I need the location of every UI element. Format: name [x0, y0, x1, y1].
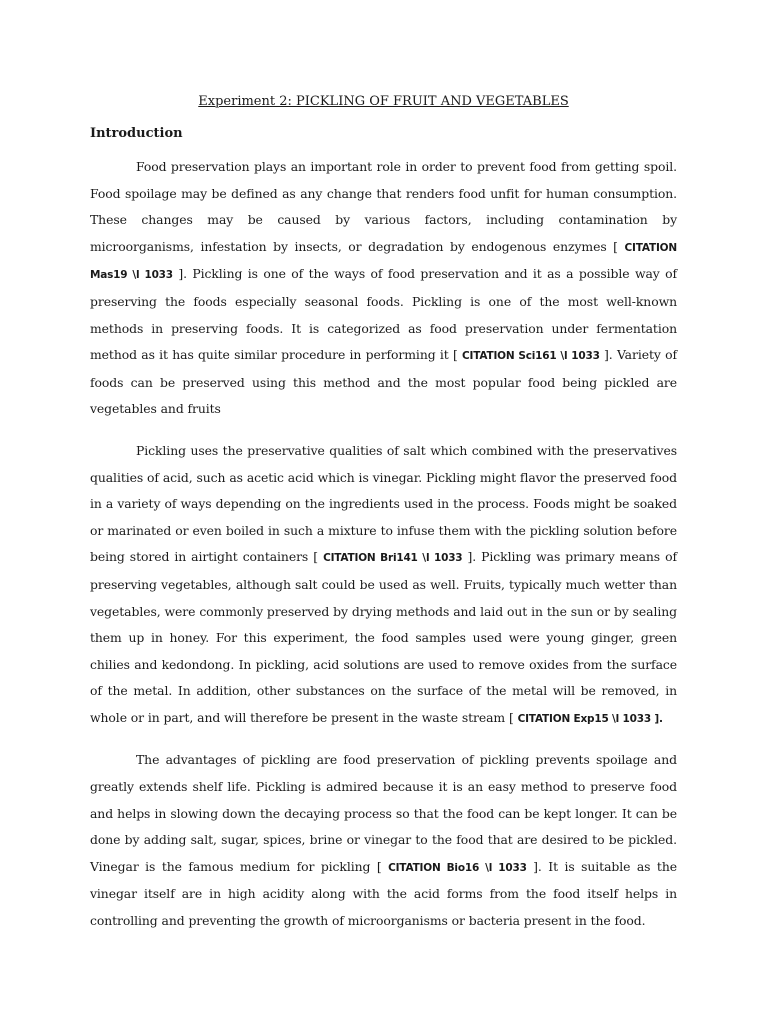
paragraph-1-text-3: ]. Variety of foods can be preserved using this method and the most popular food being pickled are vegetables and fruits — [90, 347, 677, 417]
citation-field-bio16: CITATION Bio16 \l 1033 — [388, 861, 527, 874]
citation-field-mas19: CITATION Mas19 \l 1033 — [90, 241, 677, 282]
citation-field-sci161: CITATION Sci161 \l 1033 — [462, 350, 600, 363]
paragraph-2-text-1: Pickling uses the preservative qualities of salt which combined with the preservatives qualities of acid, such as acetic acid which is vinegar. Pickling might flavor the preserved food in a variety of ways depending on the ingredients used in the process. Foods might be soaked or marinated or even boiled in such a mixture to infuse them with the pickling solution before being stored in airtight containers [ — [90, 442, 677, 565]
document-page — [90, 92, 677, 950]
paragraph-2 — [90, 438, 677, 733]
paragraph-1 — [90, 154, 677, 423]
paragraph-1-text-2: ]. Pickling is one of the ways of food preservation and it as a possible way of preserving the foods especially seasonal foods. Pickling is one of the most well-known methods in preserving foods. It is categorized as food preservation under fermentation method as it has quite similar procedure in performing it [ — [90, 266, 678, 363]
document-title — [90, 92, 677, 112]
paragraph-3-text-2: ]. It is suitable as the vinegar itself are in high acidity along with the acid forms from the food itself helps in controlling and preventing the growth of microorganisms or bacteria present in the food. — [90, 858, 677, 929]
paragraph-1-text-1: Food preservation plays an important role in order to prevent food from getting spoil. Food spoilage may be defined as any change that renders food unfit for human consumption. These changes may be caused by various factors, including contamination by microorganisms, infestation by insects, or degradation by endogenous enzymes [ — [90, 159, 677, 254]
paragraph-2-text-2: ]. Pickling was primary means of preserving vegetables, although salt could be used as well. Fruits, typically much wetter than vegetables, were commonly preserved by drying methods and laid out in the sun or by sealing them up in honey. For this experiment, the food samples used were young ginger, green chilies and kedondong. In pickling, acid solutions are used to remove oxides from the surface of the metal. In addition, other substances on the surface of the metal will be removed, in whole or in part, and will therefore be present in the waste stream [ — [90, 549, 678, 725]
section-heading-introduction: Introduction — [90, 126, 183, 141]
title-main: PICKLING OF FRUIT AND VEGETABLES — [296, 94, 569, 109]
paragraph-3 — [90, 747, 677, 934]
citation-field-exp15: CITATION Exp15 \l 1033 — [517, 712, 651, 725]
paragraph-2-text-3: ]. — [650, 712, 663, 725]
paragraph-3-text-1: The advantages of pickling are food preservation of pickling prevents spoilage and greatly extends shelf life. Pickling is admired because it is an easy method to preserve food and helps in slowing down the decaying process so that the food can be kept longer. It can be done by adding salt, sugar, spices, brine or vinegar to the food that are desired to be pickled. Vinegar is the famous medium for pickling [ — [90, 752, 677, 874]
title-prefix: Experiment 2: — [198, 94, 297, 109]
citation-field-bri141: CITATION Bri141 \l 1033 — [323, 552, 463, 565]
